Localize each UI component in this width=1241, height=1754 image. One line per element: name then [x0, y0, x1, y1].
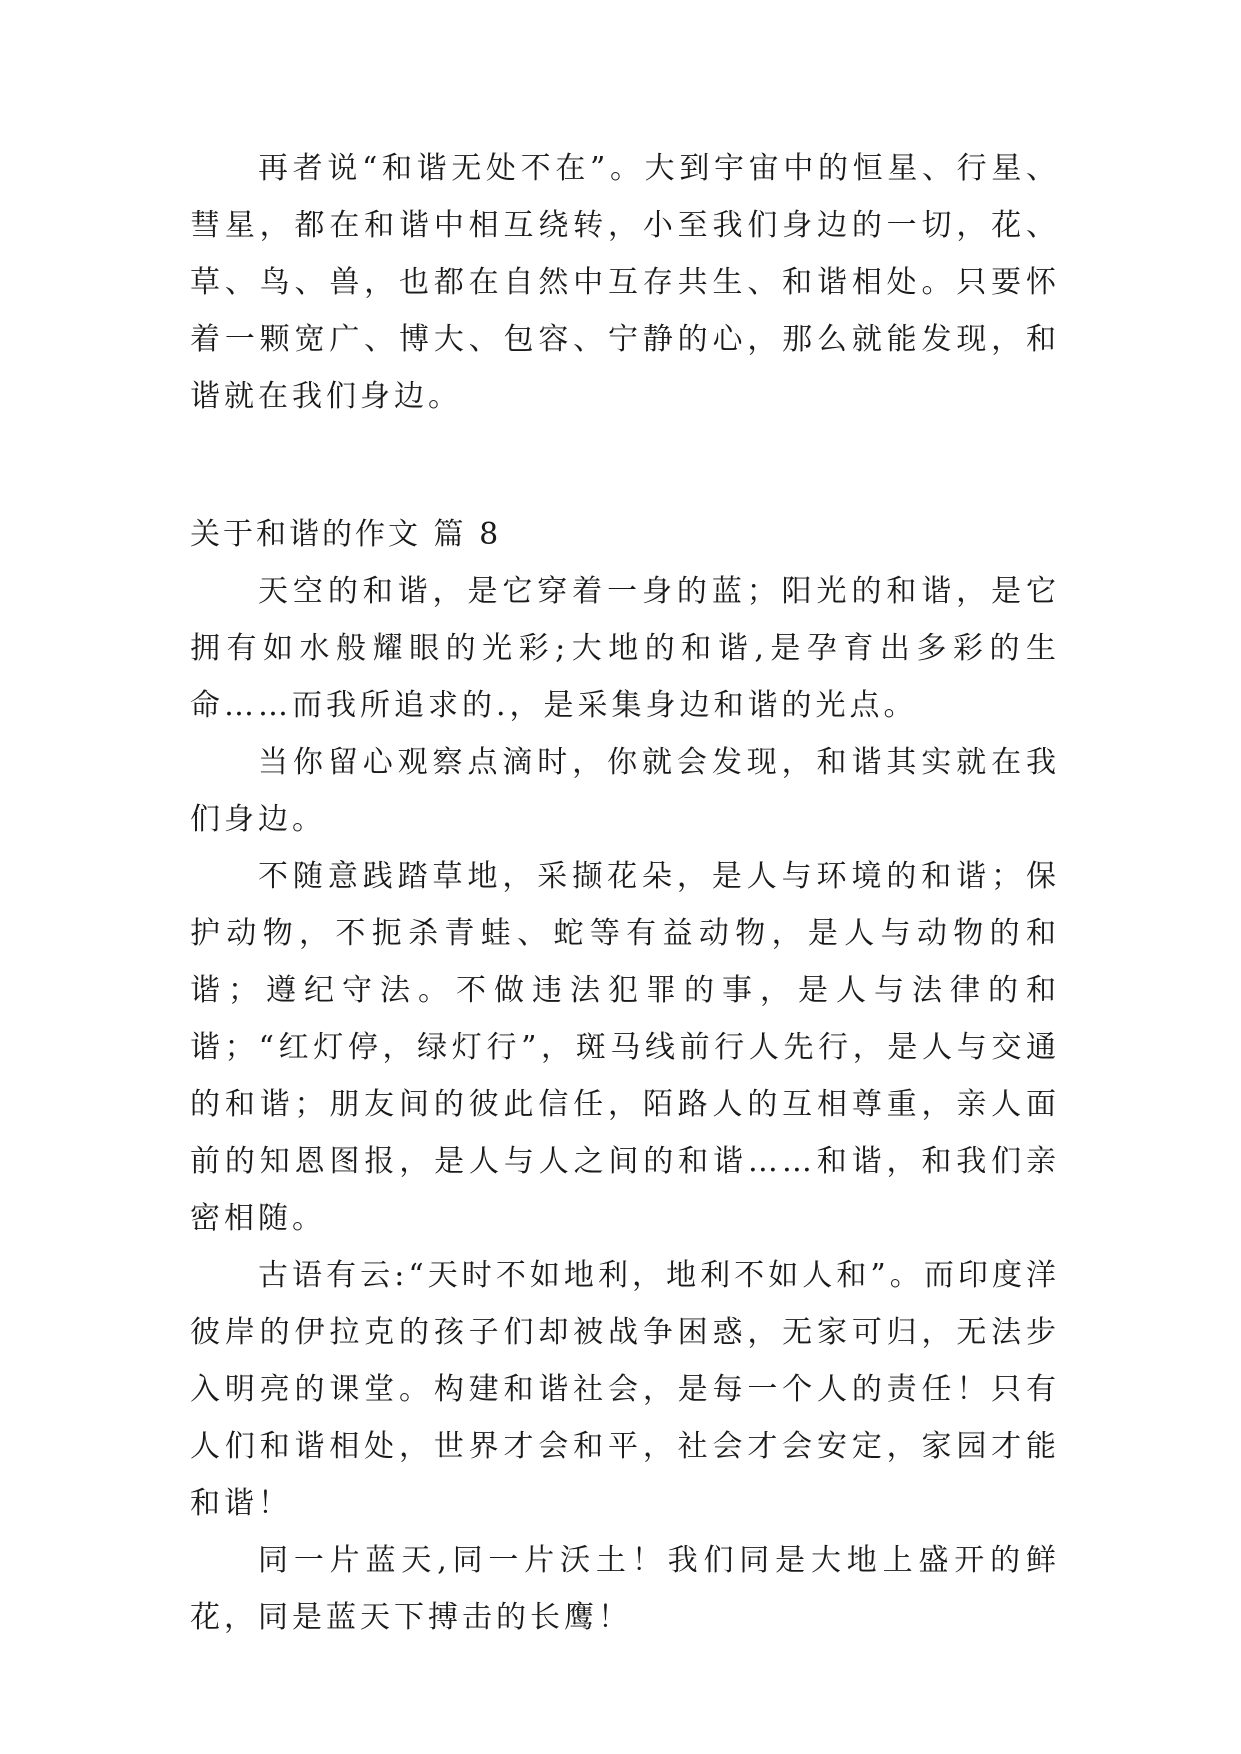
section-title: 关于和谐的作文 篇 8: [190, 517, 502, 552]
essay-paragraph: 同一片蓝天,同一片沃土！我们同是大地上盛开的鲜花，同是蓝天下搏击的长鹰！: [190, 1543, 1060, 1635]
essay-body: [190, 563, 1060, 1646]
essay-paragraph: 天空的和谐，是它穿着一身的蓝；阳光的和谐，是它拥有如水般耀眼的光彩;大地的和谐,是孕育出多彩的生命……而我所追求的.，是采集身边和谐的光点。: [190, 574, 1060, 723]
essay-paragraph: 不随意践踏草地，采撷花朵，是人与环境的和谐；保护动物，不扼杀青蛙、蛇等有益动物，是人与动物的和谐；遵纪守法。不做违法犯罪的事，是人与法律的和谐；“红灯停，绿灯行”，斑马线前行人先行，是人与交通的和谐；朋友间的彼此信任，陌路人的互相尊重，亲人面前的知恩图报，是人与人之间的和谐……和谐，和我们亲密相随。: [190, 859, 1060, 1236]
essay-paragraph: 当你留心观察点滴时，你就会发现，和谐其实就在我们身边。: [190, 745, 1060, 837]
essay-paragraph: 古语有云:“天时不如地利，地利不如人和”。而印度洋彼岸的伊拉克的孩子们却被战争困惑，无家可归，无法步入明亮的课堂。构建和谐社会，是每一个人的责任！只有人们和谐相处，世界才会和平，社会才会安定，家园才能和谐！: [190, 1258, 1060, 1521]
intro-paragraph: 再者说“和谐无处不在”。大到宇宙中的恒星、行星、彗星，都在和谐中相互绕转，小至我们身边的一切，花、草、鸟、兽，也都在自然中互存共生、和谐相处。只要怀着一颗宽广、博大、包容、宁静的心，那么就能发现，和谐就在我们身边。: [190, 151, 1060, 414]
intro-section: [190, 140, 1060, 425]
